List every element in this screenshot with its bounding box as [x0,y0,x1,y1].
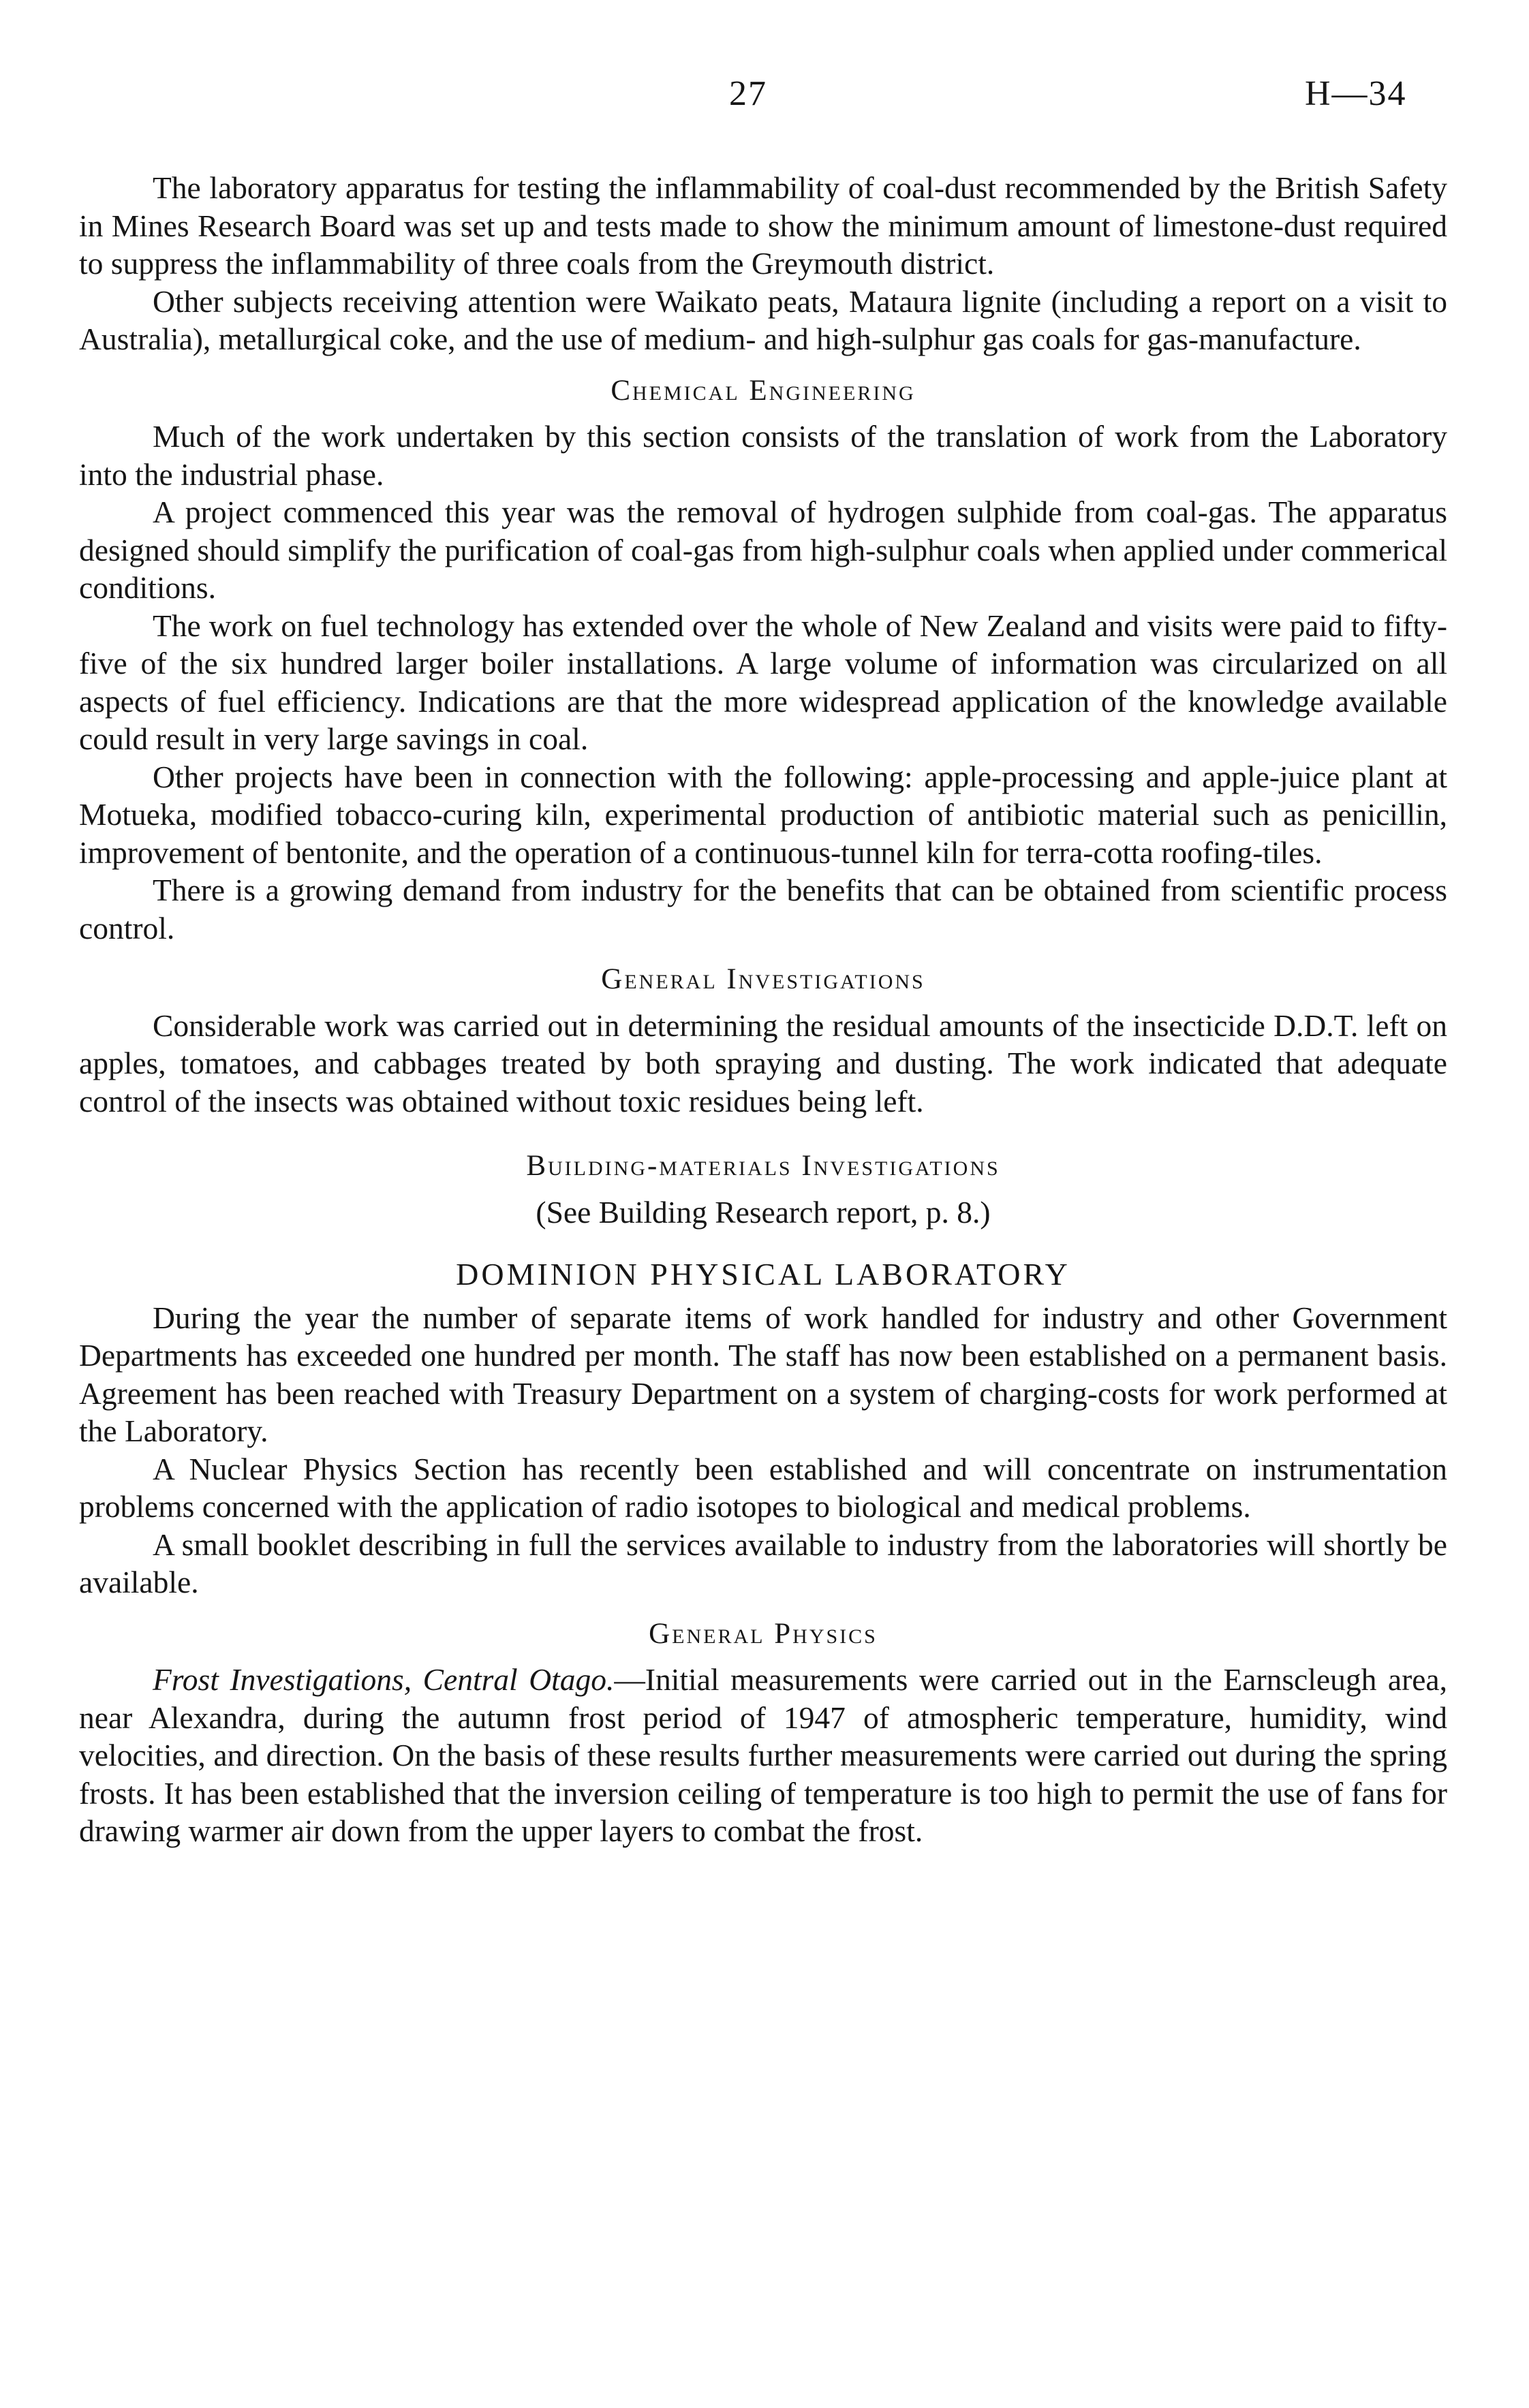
page-body [79,169,1447,1850]
paragraph: A Nuclear Physics Section has recently been established and will concentrate on instrumentation problems concerned with the application of radio isotopes to biological and medical problems. [79,1451,1447,1524]
page-number: 27 [729,74,767,113]
paragraph: There is a growing demand from industry for the benefits that can be obtained from scientific process control. [79,873,1447,945]
section-heading-general-physics: General Physics [649,1617,878,1650]
paragraph-text: —Initial measurements were carried out in the Earnscleugh area, near Alexandra, during the autumn frost period of 1947 of atmospheric temperature, humidity, wind velocities, and direction. On the basis of these results further measurements were carried out during the spring frosts. It has been established that the inversion ceiling of temperature is too high to permit the use of fans for drawing warmer air down from the upper layers to combat the frost. [79,1662,1447,1848]
paragraph: The laboratory apparatus for testing the inflammability of coal-dust recommended by the British Safety in Mines Research Board was set up and tests made to show the minimum amount of limestone-dust required to suppress the inflammability of three coals from the Greymouth district. [79,170,1447,281]
paragraph: Other subjects receiving attention were Waikato peats, Mataura lignite (including a report on a visit to Australia), metallurgical coke, and the use of medium- and high-sulphur gas coals for gas-manufacture. [79,283,1447,356]
cross-reference-note: (See Building Research report, p. 8.) [536,1194,991,1230]
page-header [0,74,1529,121]
paragraph: The work on fuel technology has extended over the whole of New Zealand and visits were paid to fifty-five of the six hundred larger boiler installations. A large volume of information was circularized on all aspects of fuel efficiency. Indications are that the more widespread application of the knowledge available could result in very large savings in coal. [79,608,1447,756]
paragraph: A project commenced this year was the removal of hydrogen sulphide from coal-gas. The apparatus designed should simplify the purification of coal-gas from high-sulphur coals when applied under commerical conditions. [79,495,1447,605]
paragraph [79,1661,1447,1850]
section-heading-chemical-engineering: Chemical Engineering [611,374,916,407]
paragraph: A small booklet describing in full the services available to industry from the laboratories will shortly be available. [79,1527,1447,1599]
paragraph: During the year the number of separate items of work handled for industry and other Government Departments has exceeded one hundred per month. The staff has now been established on a permanent basis. Agreement has been reached with Treasury Department on a system of charging-costs for work performed at the Laboratory. [79,1300,1447,1448]
paragraph: Considerable work was carried out in determining the residual amounts of the insecticide D.D.T. left on apples, tomatoes, and cabbages treated by both spraying and dusting. The work indicated that adequate control of the insects was obtained without toxic residues being left. [79,1007,1447,1119]
section-heading-general-investigations: General Investigations [601,963,925,995]
section-heading-building-materials: Building-materials Investigations [526,1150,1000,1182]
section-heading-dominion-physical-laboratory: DOMINION PHYSICAL LABORATORY [456,1257,1070,1292]
paragraph-lead-title: Frost Investigations, Central Otago. [153,1662,615,1697]
series-code: H—34 [1305,74,1407,113]
paragraph: Much of the work undertaken by this section consists of the translation of work from the Laboratory into the industrial phase. [79,419,1447,492]
paragraph: Other projects have been in connection with the following: apple-processing and apple-juice plant at Motueka, modified tobacco-curing kiln, experimental production of antibiotic material such as penicillin, improvement of bentonite, and the operation of a continuous-tunnel kiln for terra-cotta roofing-tiles. [79,759,1447,870]
